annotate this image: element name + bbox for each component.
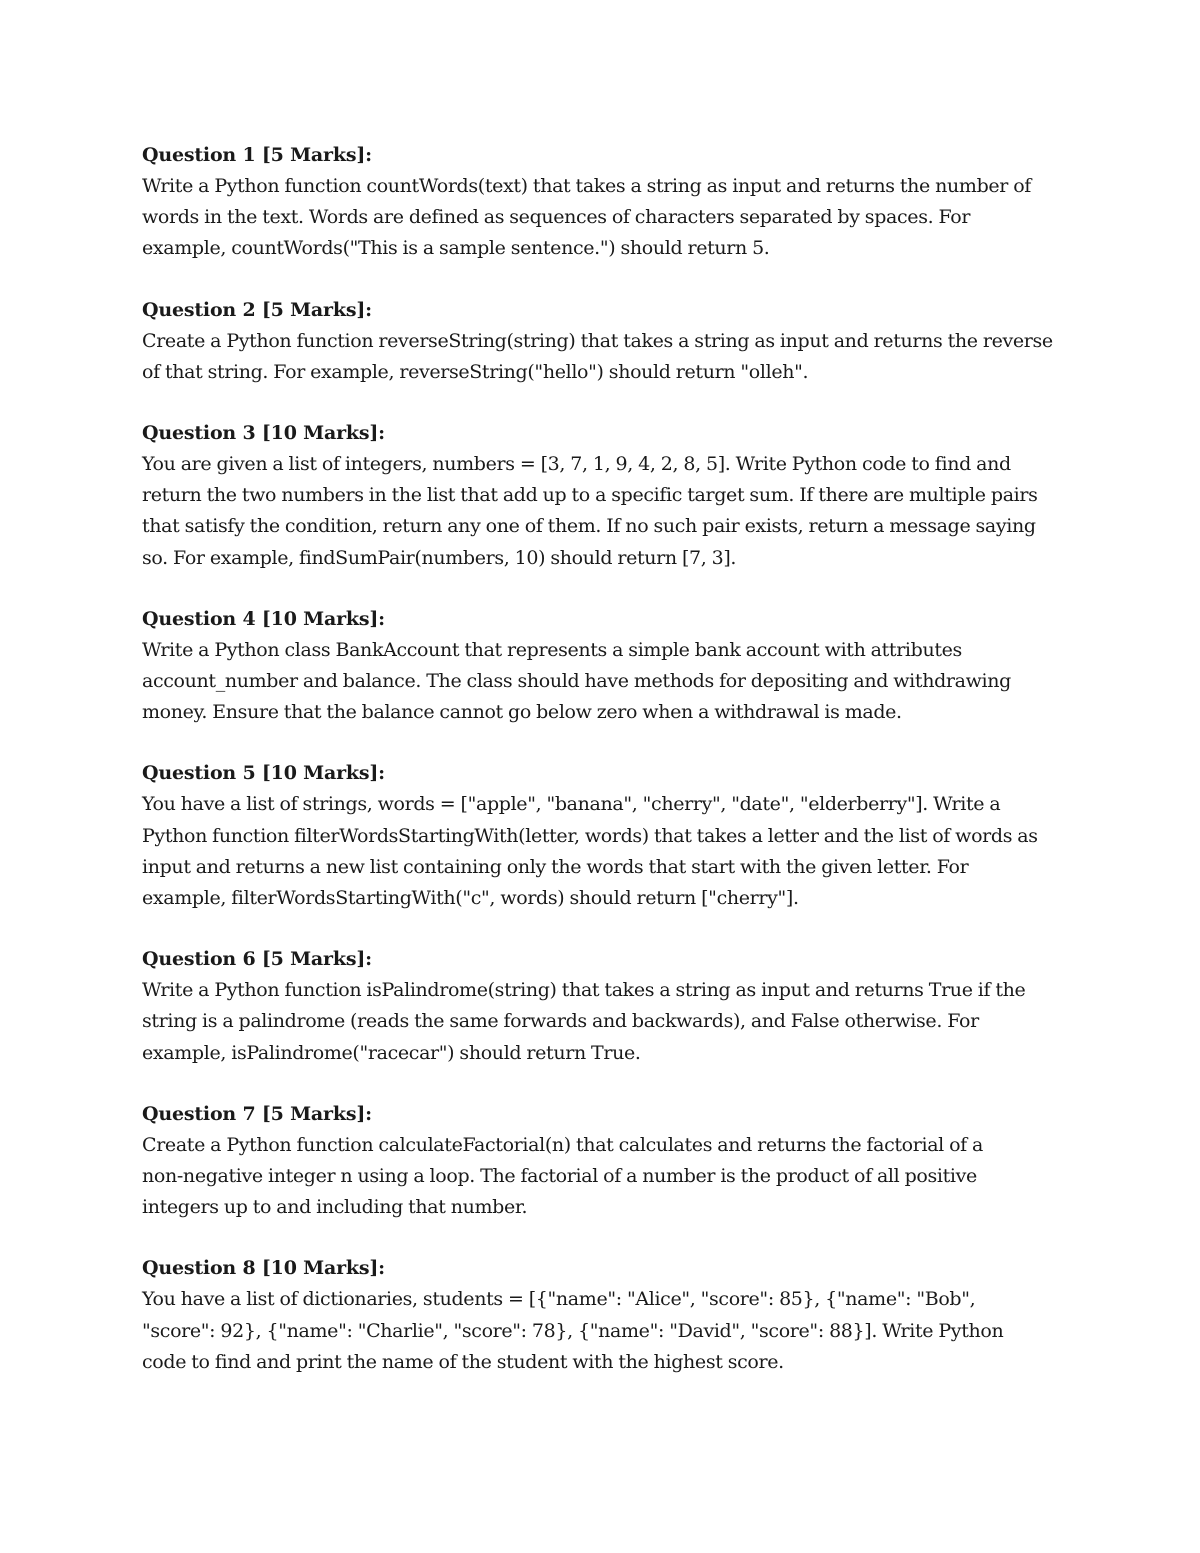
question-1: [142, 140, 1062, 265]
question-text-line: integers up to and including that number.: [142, 1196, 528, 1219]
question-text-line: account_number and balance. The class should have methods for depositing and withdrawing: [142, 670, 1011, 693]
question-heading: Question 2 [5 Marks]:: [142, 298, 372, 321]
question-text-line: of that string. For example, reverseString("hello") should return "olleh".: [142, 360, 809, 383]
document-page: [142, 140, 1062, 1408]
question-text-line: that satisfy the condition, return any one of them. If no such pair exists, return a message saying: [142, 515, 1036, 538]
question-text-line: example, filterWordsStartingWith("c", words) should return ["cherry"].: [142, 887, 799, 910]
question-heading: Question 8 [10 Marks]:: [142, 1257, 385, 1280]
question-text-line: money. Ensure that the balance cannot go below zero when a withdrawal is made.: [142, 701, 902, 724]
question-text-line: input and returns a new list containing only the words that start with the given letter. For: [142, 855, 969, 878]
question-5: [142, 758, 1062, 914]
question-text-line: code to find and print the name of the student with the highest score.: [142, 1350, 784, 1373]
question-text-line: You are given a list of integers, numbers = [3, 7, 1, 9, 4, 2, 8, 5]. Write Python code to find and: [142, 453, 1011, 476]
question-heading: Question 6 [5 Marks]:: [142, 948, 372, 971]
question-heading: Question 3 [10 Marks]:: [142, 422, 385, 445]
question-text-line: Python function filterWordsStartingWith(letter, words) that takes a letter and the list of words as: [142, 824, 1038, 847]
question-text-line: example, countWords("This is a sample sentence.") should return 5.: [142, 237, 770, 260]
question-2: [142, 295, 1062, 388]
question-3: [142, 418, 1062, 574]
question-text-line: non-negative integer n using a loop. The factorial of a number is the product of all positive: [142, 1165, 977, 1188]
question-text-line: Write a Python function countWords(text) that takes a string as input and returns the number of: [142, 175, 1031, 197]
question-text-line: words in the text. Words are defined as sequences of characters separated by spaces. For: [142, 206, 971, 229]
question-7: [142, 1099, 1062, 1224]
question-text-line: "score": 92}, {"name": "Charlie", "score": 78}, {"name": "David", "score": 88}]. Write Python: [142, 1319, 1004, 1342]
question-8: [142, 1253, 1062, 1378]
question-heading: Question 1 [5 Marks]:: [142, 144, 372, 166]
question-text-line: You have a list of dictionaries, students = [{"name": "Alice", "score": 85}, {"name": "Bob",: [142, 1288, 976, 1311]
question-text-line: Write a Python function isPalindrome(string) that takes a string as input and returns True if the: [142, 979, 1026, 1002]
question-text-line: so. For example, findSumPair(numbers, 10) should return [7, 3].: [142, 546, 737, 569]
question-text-line: return the two numbers in the list that add up to a specific target sum. If there are multiple pairs: [142, 484, 1038, 507]
question-text-line: Write a Python class BankAccount that represents a simple bank account with attributes: [142, 638, 962, 661]
question-text-line: You have a list of strings, words = ["apple", "banana", "cherry", "date", "elderberry"]. Write a: [142, 793, 1001, 816]
question-4: [142, 604, 1062, 729]
question-text-line: Create a Python function calculateFactorial(n) that calculates and returns the factorial of a: [142, 1133, 984, 1156]
question-text-line: example, isPalindrome("racecar") should return True.: [142, 1041, 641, 1064]
question-heading: Question 5 [10 Marks]:: [142, 762, 385, 785]
question-heading: Question 7 [5 Marks]:: [142, 1102, 372, 1125]
question-heading: Question 4 [10 Marks]:: [142, 607, 385, 630]
question-6: [142, 944, 1062, 1069]
question-text-line: Create a Python function reverseString(string) that takes a string as input and returns the reverse: [142, 329, 1053, 352]
question-text-line: string is a palindrome (reads the same forwards and backwards), and False otherwise. For: [142, 1010, 979, 1033]
